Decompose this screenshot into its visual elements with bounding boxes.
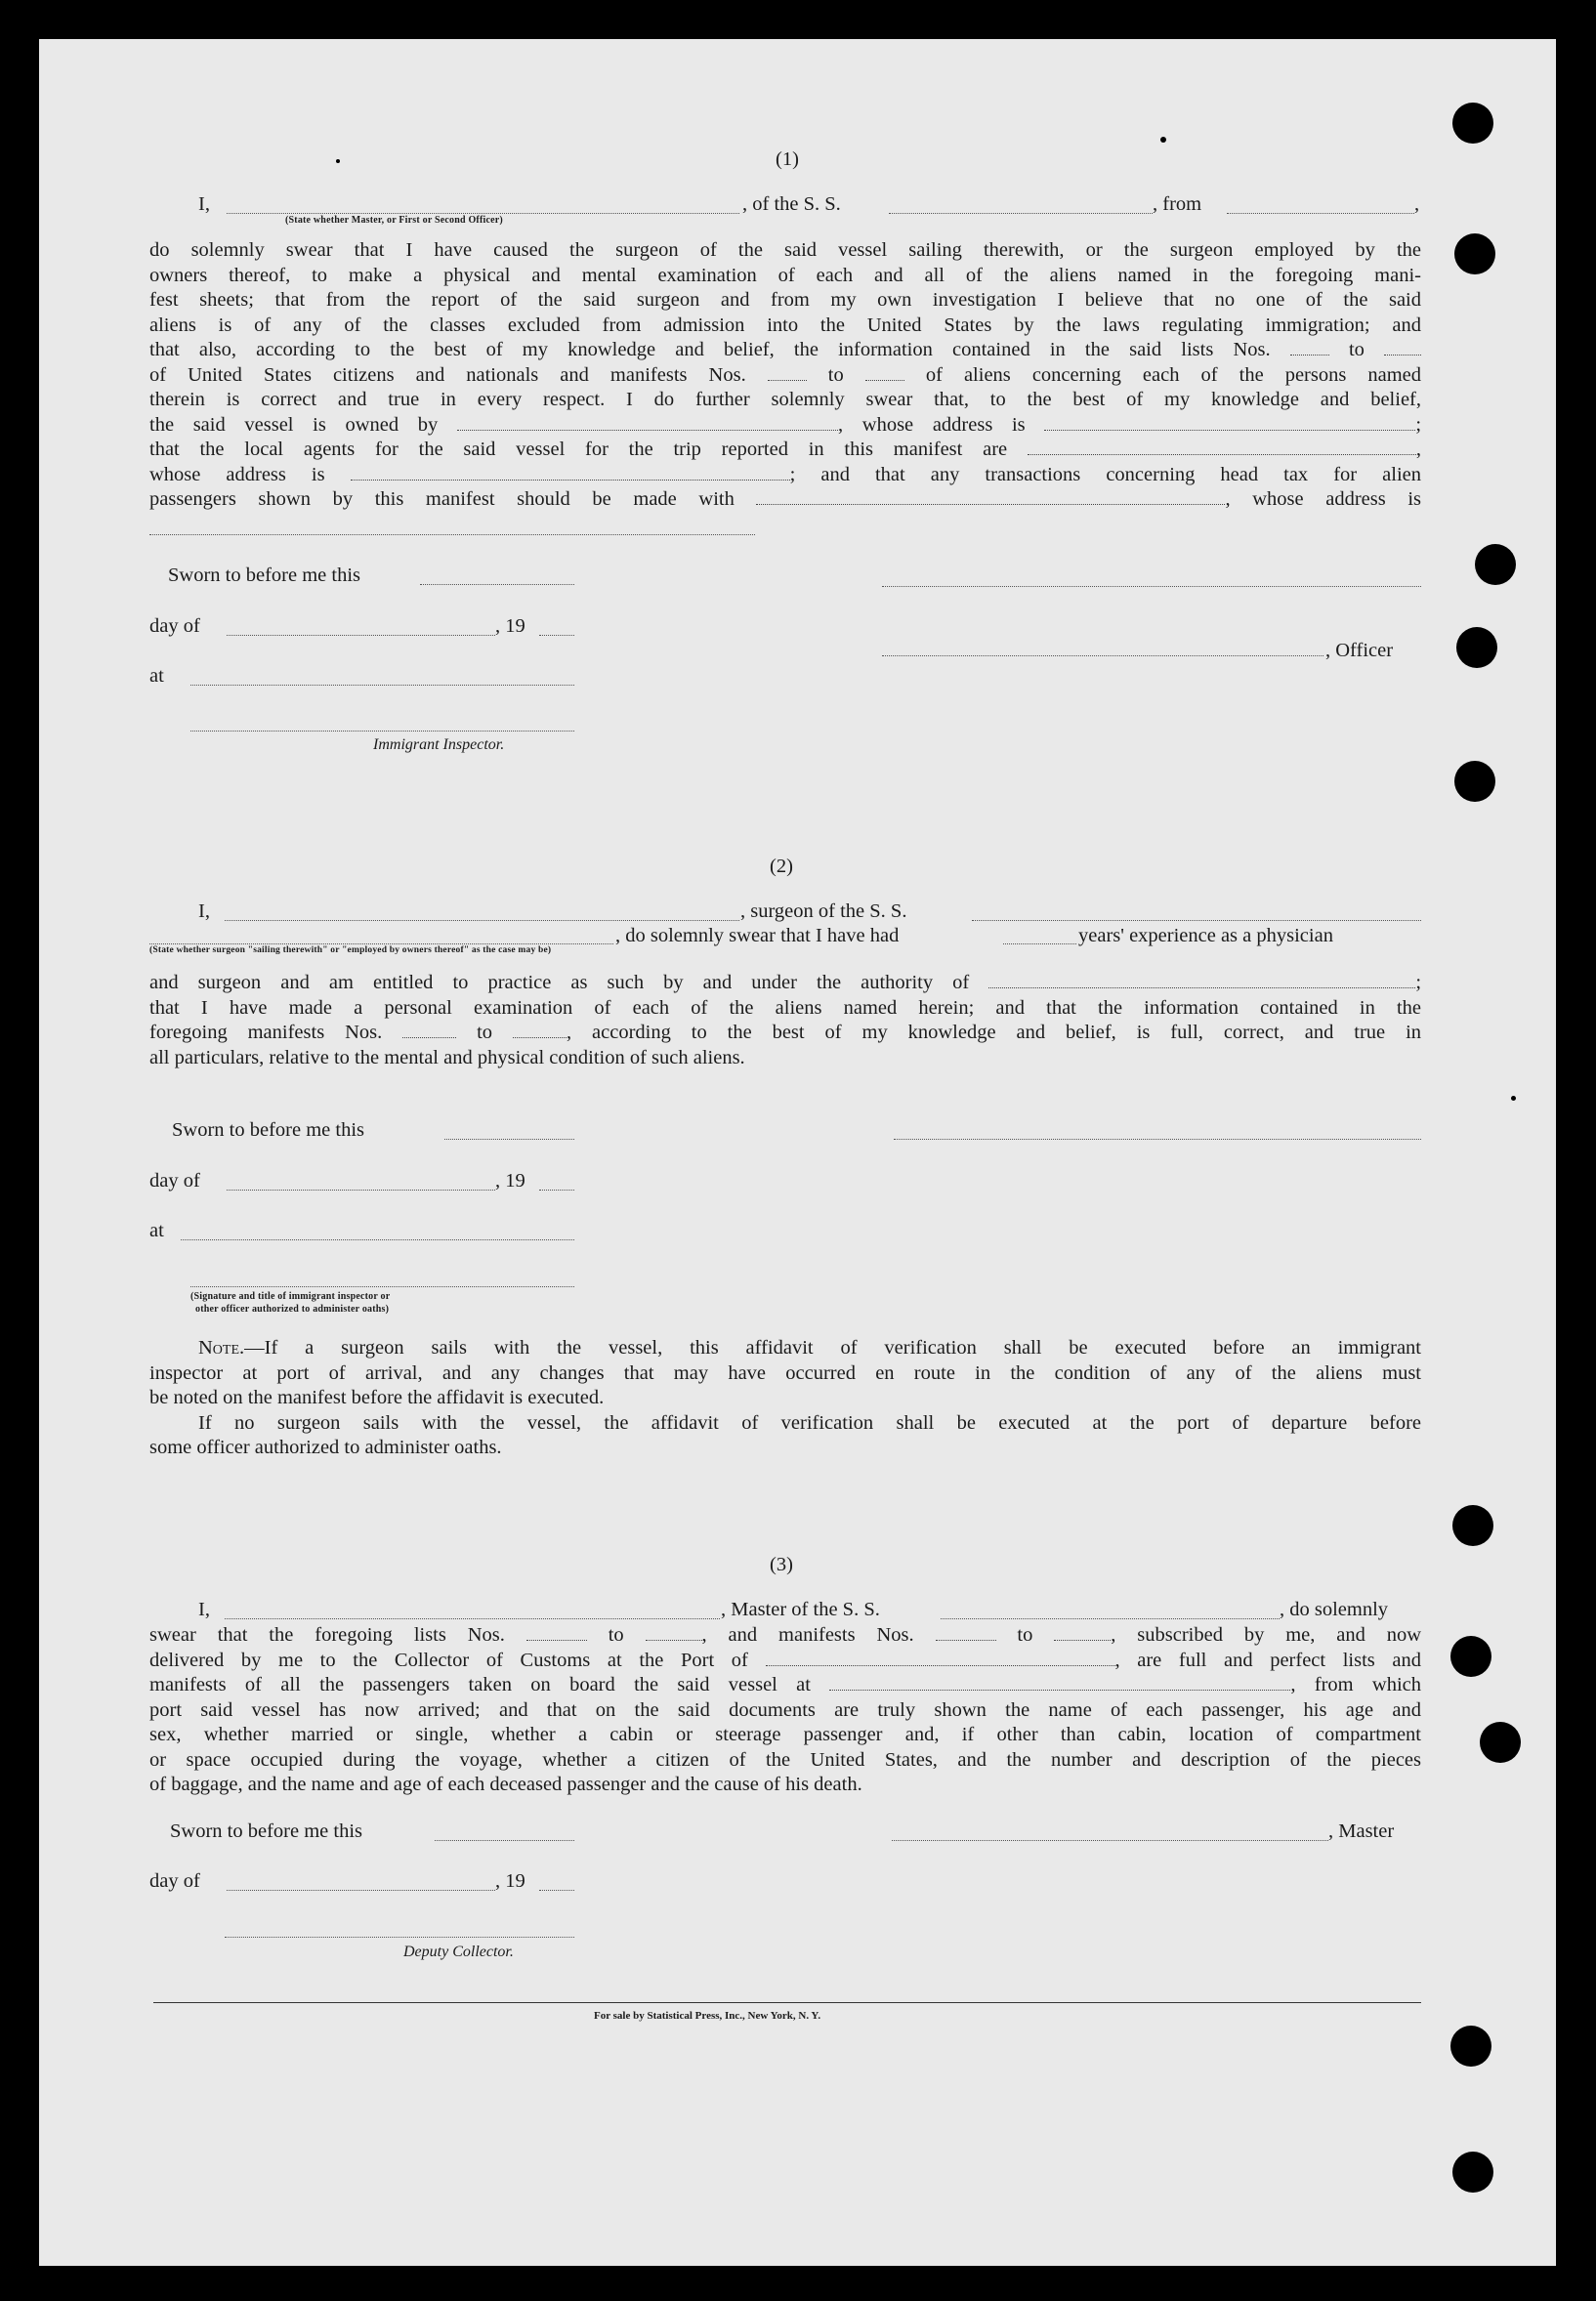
blank-sworn-day — [435, 1840, 574, 1841]
sec2-oath-paragraph — [149, 971, 1421, 1070]
oath-line: do solemnly swear that I have caused the surgeon of the said vessel sailing therewith, or the surgeon employed by the — [149, 239, 1421, 261]
sec3-line1-end: , do solemnly — [1280, 1599, 1389, 1620]
sec2-line1-surgeon: , surgeon of the S. S. — [740, 900, 907, 922]
blank-officer-signature — [882, 655, 1323, 656]
blank-year — [539, 635, 574, 636]
blank-ship-name — [889, 213, 1153, 214]
blank-head-tax-address — [149, 534, 755, 535]
oath-text: swear that the foregoing lists Nos. — [149, 1624, 505, 1646]
blank-month — [227, 1890, 495, 1891]
sec3-line1-i: I, — [198, 1599, 210, 1620]
sec2-year-prefix: , 19 — [495, 1170, 525, 1192]
blank-manifest-no — [1054, 1640, 1111, 1641]
oath-line: port said vessel has now arrived; and that on the said documents are truly shown the name of each passenger, his age and — [149, 1698, 1421, 1721]
oath-line — [149, 463, 1421, 488]
oath-line: all particulars, relative to the mental and physical condition of such aliens. — [149, 1046, 745, 1068]
punch-hole — [1454, 761, 1495, 802]
blank-year — [539, 1890, 574, 1891]
blank-ship-name-3 — [941, 1618, 1280, 1619]
sec2-sig-caption-2: other officer authorized to administer oaths) — [195, 1304, 390, 1315]
sec2-line1-i: I, — [198, 900, 210, 922]
blank-ship-name-2 — [972, 920, 1421, 921]
oath-line: owners thereof, to make a physical and mental examination of each and all of the aliens named in the foregoing mani- — [149, 264, 1421, 286]
sec1-line1-end: , — [1414, 193, 1420, 215]
blank-master-name — [225, 1618, 720, 1619]
blank-master-signature — [892, 1840, 1328, 1841]
punch-hole — [1480, 1722, 1521, 1763]
note-line — [149, 1336, 1421, 1361]
blank-surgeon-status — [149, 943, 613, 944]
section-number-3: (3) — [770, 1554, 793, 1575]
note-line: be noted on the manifest before the affidavit is executed. — [149, 1387, 605, 1408]
punch-hole — [1452, 103, 1493, 144]
sec3-line1-master: , Master of the S. S. — [721, 1599, 880, 1620]
sec3-oath-paragraph — [149, 1623, 1421, 1798]
punch-hole — [1450, 2026, 1491, 2067]
ink-speck — [336, 159, 340, 163]
blank-sworn-day — [444, 1139, 574, 1140]
blank-surgeon-name — [225, 920, 739, 921]
blank-list-no — [1290, 355, 1329, 356]
oath-line — [149, 363, 1421, 389]
oath-text: manifests of all the passengers taken on board the said vessel at — [149, 1674, 811, 1695]
oath-text: ; — [1415, 413, 1422, 436]
oath-line — [149, 1649, 1421, 1674]
blank-local-agents — [1028, 454, 1416, 455]
blank-month — [227, 635, 495, 636]
blank-port — [766, 1665, 1115, 1666]
blank-manifest-no — [865, 380, 904, 381]
oath-text: the said vessel is owned by — [149, 413, 439, 436]
ink-speck — [1511, 1096, 1516, 1101]
blank-list-no — [526, 1640, 587, 1641]
blank-list-no — [1384, 355, 1421, 356]
section-number-1: (1) — [776, 148, 799, 170]
oath-line: sex, whether married or single, whether a cabin or steerage passenger and, if other than cabin, location of compartment — [149, 1724, 1421, 1745]
blank-manifest-no — [402, 1037, 456, 1038]
sec1-year-prefix: , 19 — [495, 615, 525, 637]
oath-line — [149, 438, 1421, 463]
oath-text: , subscribed by me, and now — [1111, 1624, 1422, 1646]
sec2-line2-swear: , do solemnly swear that I have had — [615, 925, 900, 946]
blank-agent-address — [351, 480, 790, 481]
oath-line: that I have made a personal examination of each of the aliens named herein; and that the information contained in the — [149, 996, 1421, 1019]
oath-text: to — [827, 363, 844, 386]
sec1-inspector-caption: Immigrant Inspector. — [373, 736, 505, 753]
blank-place — [190, 685, 574, 686]
oath-line — [149, 1623, 1421, 1649]
oath-line — [149, 1021, 1421, 1046]
punch-hole — [1450, 1636, 1491, 1677]
oath-line — [149, 971, 1421, 996]
blank-from-port — [1227, 213, 1414, 214]
oath-line — [149, 338, 1421, 363]
blank-month — [227, 1190, 495, 1191]
oath-line: fest sheets; that from the report of the said surgeon and from my own investigation I believe that no one of the said — [149, 289, 1421, 311]
oath-text: , — [1415, 439, 1422, 460]
sec1-line1-i: I, — [198, 193, 210, 215]
note-heading: Note. — [198, 1337, 245, 1359]
oath-text: , are full and perfect lists and — [1114, 1649, 1421, 1671]
oath-text: whose address is — [149, 463, 325, 485]
section-number-2: (2) — [770, 856, 793, 877]
oath-text: delivered by me to the Collector of Customs at the Port of — [149, 1649, 748, 1671]
sec1-oath-paragraph — [149, 238, 1421, 513]
note-line: inspector at port of arrival, and any changes that may have occurred en route in the condition of any of the aliens must — [149, 1361, 1421, 1384]
oath-line — [149, 413, 1421, 439]
sec3-master-label: , Master — [1328, 1820, 1395, 1842]
oath-text: , whose address is — [837, 413, 1026, 436]
sec2-dayof-label: day of — [149, 1170, 200, 1192]
blank-list-no — [646, 1640, 702, 1641]
ink-speck — [1160, 137, 1166, 143]
oath-line: aliens is of any of the classes excluded from admission into the United States by the laws regulating immigration; and — [149, 314, 1421, 336]
footer-rule — [153, 2002, 1421, 2003]
sec2-sig-caption-1: (Signature and title of immigrant inspector or — [190, 1291, 391, 1302]
sec1-caption: (State whether Master, or First or Second Officer) — [285, 215, 503, 226]
oath-text: of United States citizens and nationals and manifests Nos. — [149, 363, 746, 386]
oath-line — [149, 487, 1421, 513]
blank-sworn-day — [420, 584, 574, 585]
sec1-officer-label: , Officer — [1325, 640, 1394, 661]
sec2-caption: (State whether surgeon "sailing therewith" or "employed by owners thereof" as the case may be) — [149, 945, 552, 955]
blank-place — [181, 1239, 574, 1240]
blank-officer-title — [227, 213, 739, 214]
punch-hole — [1452, 1505, 1493, 1546]
blank-head-tax-party — [756, 504, 1225, 505]
note-line: If no surgeon sails with the vessel, the affidavit of verification shall be executed at the port of departure before — [198, 1411, 1421, 1434]
sec2-note — [149, 1336, 1421, 1461]
blank-manifest-no — [513, 1037, 567, 1038]
oath-text: passengers shown by this manifest should be made with — [149, 488, 735, 510]
blank-port-boarded — [829, 1690, 1290, 1691]
footer-imprint: For sale by Statistical Press, Inc., New York, N. Y. — [594, 2010, 821, 2022]
blank-owner — [457, 430, 838, 431]
punch-hole — [1454, 233, 1495, 274]
sec1-sworn-label: Sworn to before me this — [168, 565, 360, 586]
blank-manifest-no — [936, 1640, 996, 1641]
blank-inspector-signature — [190, 731, 574, 732]
oath-text: to — [1348, 339, 1365, 360]
blank-officer-signature — [190, 1286, 574, 1287]
oath-text: foregoing manifests Nos. — [149, 1022, 383, 1043]
oath-line: of baggage, and the name and age of each deceased passenger and the cause of his death. — [149, 1774, 862, 1795]
blank-years — [1003, 943, 1076, 944]
oath-line: therein is correct and true in every respect. I do further solemnly swear that, to the best of my knowledge and belief, — [149, 389, 1421, 410]
oath-text: that the local agents for the said vessel for the trip reported in this manifest are — [149, 439, 1008, 460]
sec1-line1-from: , from — [1153, 193, 1202, 215]
blank-authority — [988, 987, 1415, 988]
oath-text: and surgeon and am entitled to practice as such by and under the authority of — [149, 972, 970, 993]
sec1-at-label: at — [149, 665, 164, 687]
blank-surgeon-signature — [894, 1139, 1421, 1140]
oath-text: to — [608, 1624, 624, 1646]
sec3-dayof-label: day of — [149, 1870, 200, 1892]
sec3-deputy-caption: Deputy Collector. — [403, 1944, 514, 1960]
punch-hole — [1452, 2152, 1493, 2193]
punch-hole — [1475, 544, 1516, 585]
sec2-line2-years: years' experience as a physician — [1078, 925, 1333, 946]
oath-text: of aliens concerning each of the persons named — [925, 363, 1422, 386]
oath-text: that also, according to the best of my knowledge and belief, the information contained in the said lists Nos. — [149, 339, 1271, 360]
sec2-at-label: at — [149, 1220, 164, 1241]
oath-line: or space occupied during the voyage, whether a citizen of the United States, and the number and description of the pieces — [149, 1748, 1421, 1771]
sec2-sworn-label: Sworn to before me this — [172, 1119, 364, 1141]
blank-year — [539, 1190, 574, 1191]
sec1-line1-ss: , of the S. S. — [742, 193, 841, 215]
blank-owner-address — [1044, 430, 1415, 431]
blank-signature — [882, 586, 1421, 587]
sec1-dayof-label: day of — [149, 615, 200, 637]
oath-text: to — [477, 1022, 493, 1043]
sec3-sworn-label: Sworn to before me this — [170, 1820, 362, 1842]
oath-text: , whose address is — [1225, 488, 1421, 510]
oath-text: , and manifests Nos. — [701, 1624, 914, 1646]
oath-text: ; — [1415, 972, 1422, 993]
oath-text: , according to the best of my knowledge and belief, is full, correct, and true in — [566, 1022, 1422, 1043]
blank-deputy-signature — [225, 1937, 574, 1938]
oath-line — [149, 1673, 1421, 1698]
blank-manifest-no — [768, 380, 807, 381]
note-line: some officer authorized to administer oaths. — [149, 1437, 502, 1458]
punch-hole — [1456, 627, 1497, 668]
oath-text: ; and that any transactions concerning head tax for alien — [789, 463, 1421, 485]
oath-text: to — [1017, 1624, 1033, 1646]
sec3-year-prefix: , 19 — [495, 1870, 525, 1892]
oath-text: , from which — [1290, 1674, 1422, 1695]
note-text: —If a surgeon sails with the vessel, this affidavit of verification shall be executed before an immigrant — [244, 1337, 1421, 1359]
